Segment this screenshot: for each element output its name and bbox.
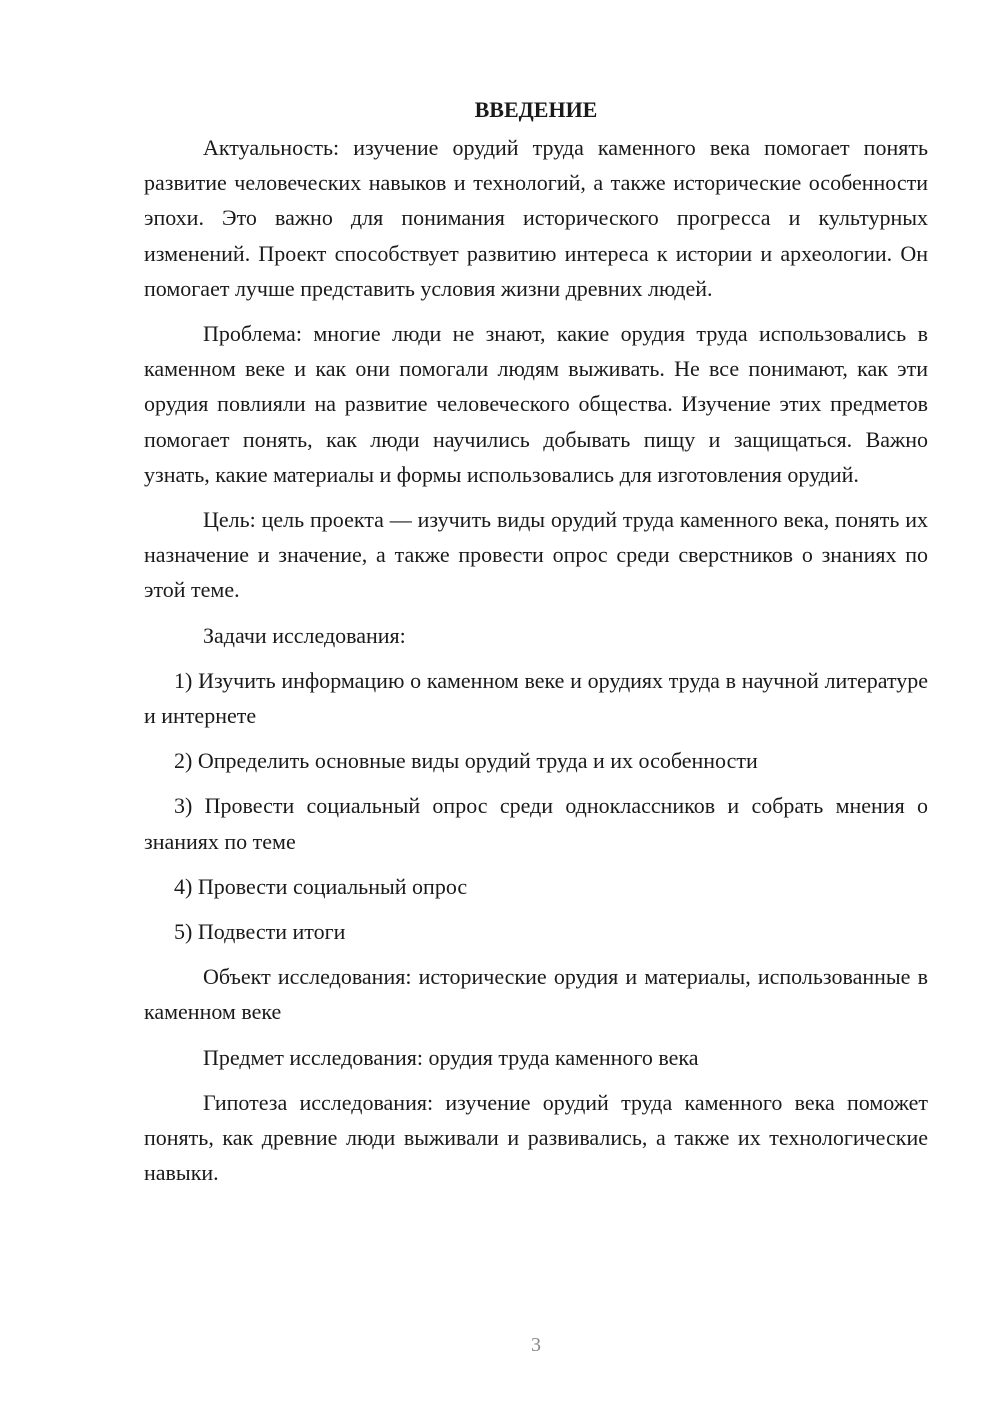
problem-paragraph: Проблема: многие люди не знают, какие орудия труда использовались в каменном веке и как они помогали людям выживать. Не все понимают, как эти орудия повлияли на развитие человеческого общества. Изучение этих предметов помогает понять, как люди научились добывать пищу и защищаться. Важно узнать, какие материалы и формы использовались для изготовления орудий. [144, 321, 928, 487]
page-content [144, 94, 928, 1200]
task-item: 2) Определить основные виды орудий труда и их особенности [174, 748, 758, 774]
goal-paragraph: Цель: цель проекта — изучить виды орудий труда каменного века, понять их назначение и значение, а также провести опрос среди сверстников о знаниях по этой теме. [144, 507, 928, 603]
task-item: 1) Изучить информацию о каменном веке и орудиях труда в научной литературе и интернете [144, 667, 928, 729]
task-item: 3) Провести социальный опрос среди одноклассников и собрать мнения о знаниях по теме [144, 793, 928, 854]
subject-paragraph: Предмет исследования: орудия труда каменного века [203, 1044, 699, 1070]
task-item: 5) Подвести итоги [174, 919, 346, 945]
section-title: ВВЕДЕНИЕ [474, 97, 598, 122]
object-paragraph: Объект исследования: исторические орудия и материалы, использованные в каменном веке [144, 964, 928, 1025]
tasks-heading: Задачи исследования: [203, 622, 406, 648]
task-item: 4) Провести социальный опрос [174, 873, 468, 899]
page-number: 3 [531, 1334, 541, 1356]
hypothesis-paragraph: Гипотеза исследования: изучение орудий труда каменного века поможет понять, как древние люди выживали и развивались, а также их технологические навыки. [144, 1089, 928, 1186]
relevance-paragraph: Актуальность: изучение орудий труда каменного века помогает понять развитие человеческих навыков и технологий, а также исторические особенности эпохи. Это важно для понимания исторического прогресса и культурных изменений. Проект способствует развитию интереса к истории и археологии. Он помогает лучше представить условия жизни древних людей. [144, 135, 928, 301]
